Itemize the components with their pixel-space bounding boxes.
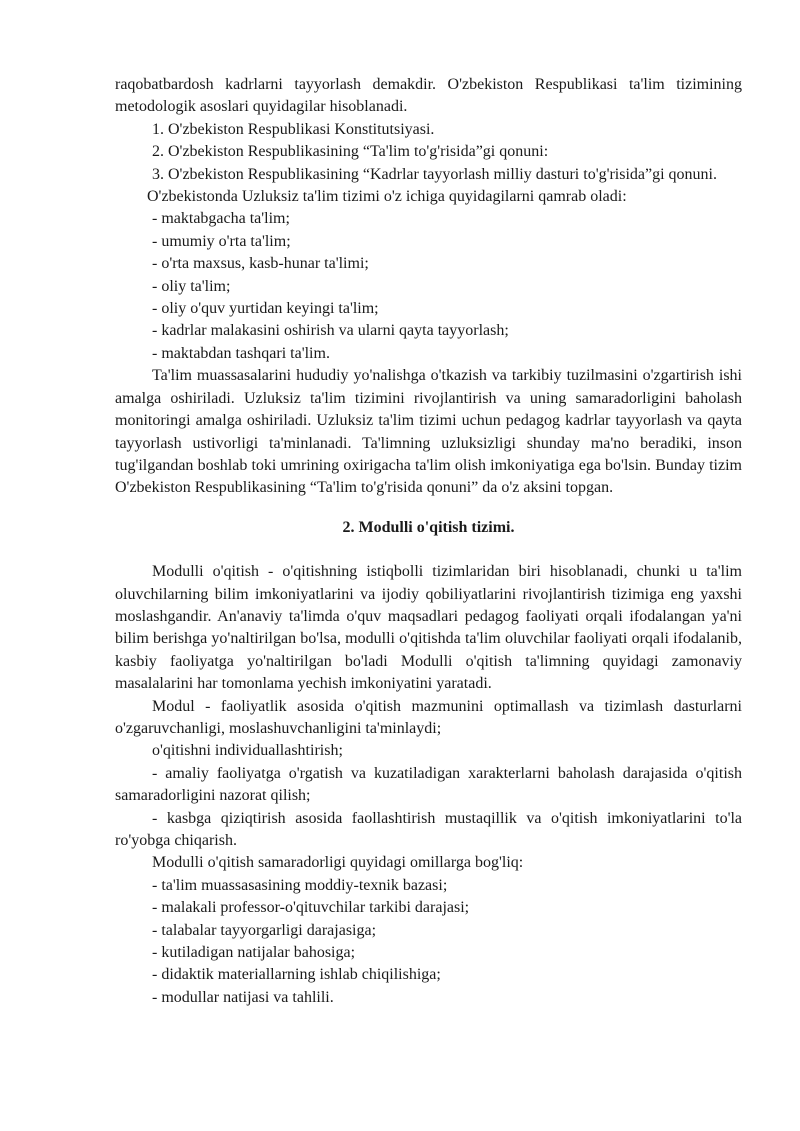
list-item: - umumiy o'rta ta'lim; xyxy=(152,232,291,250)
basis-item-1: 1. O'zbekiston Respublikasi Konstitutsiyasi. xyxy=(152,120,435,138)
paragraph-practical: - amaliy faoliyatga o'rgatish va kuzatiladigan xarakterlarni baholash darajasida o'qitish samaradorligini nazorat qilish; xyxy=(115,764,742,805)
list-item: - oliy o'quv yurtidan keyingi ta'lim; xyxy=(152,300,379,318)
list-item: - maktabdan tashqari ta'lim. xyxy=(152,344,330,362)
list-item: - malakali professor-o'qituvchilar tarkibi darajasi; xyxy=(152,899,470,917)
continuous-intro: O'zbekistonda Uzluksiz ta'lim tizimi o'z ichiga quyidagilarni qamrab oladi: xyxy=(147,188,627,206)
list-item: - oliy ta'lim; xyxy=(152,277,231,295)
basis-item-2: 2. O'zbekiston Respublikasining “Ta'lim to'g'risida”gi qonuni: xyxy=(152,143,549,161)
paragraph-intro: raqobatbardosh kadrlarni tayyorlash demakdir. O'zbekiston Respublikasi ta'lim tizimining metodologik asoslari quyidagilar hisoblanadi. xyxy=(115,76,742,116)
factors-intro: Modulli o'qitish samaradorligi quyidagi omillarga bog'liq: xyxy=(152,854,524,872)
document-page xyxy=(115,74,742,1009)
paragraph-module: Modul - faoliyatlik asosida o'qitish mazmunini optimallash va tizimlash dasturlarni o'zgaruvchanligi, moslashuvchanligini ta'minlaydi; xyxy=(115,697,742,737)
list-item: - kadrlar malakasini oshirish va ularni qayta tayyorlash; xyxy=(152,322,509,340)
paragraph-closing: Ta'lim muassasalarini hududiy yo'nalishga o'tkazish va tarkibiy tuzilmasini o'zgartirish ishi amalga oshiriladi. Uzluksiz ta'lim tizimini rivojlantirish va uning samaradorligini baholash monitoringi amalga oshiriladi. Uzluksiz ta'lim tizimi uchun pedagog kadrlar tayyorlash va qayta tayyorlash ustivorligi ta'minlanadi. Ta'limning uzluksizligi shunday ma'no beradiki, inson tug'ilgandan boshlab toki umrining oxirigacha ta'lim olish imkoniyatiga ega bo'lsin. Bunday tizim O'zbekiston Respublikasining “Ta'lim to'g'risida qonuni” da o'z aksini topgan. xyxy=(115,367,742,497)
list-item: - ta'lim muassasasining moddiy-texnik bazasi; xyxy=(152,876,448,894)
paragraph-modular-intro: Modulli o'qitish - o'qitishning istiqbolli tizimlaridan biri hisoblanadi, chunki u ta'lim oluvchilarning bilim imkoniyatlarini va ijodiy qobiliyatlarini rivojlantirish tizimiga eng yaxshi moslashgandir. An'anaviy ta'limda o'quv maqsadlari pedagog faoliyati orqali ifodalangan ya'ni bilim berishga yo'naltirilgan bo'lsa, modulli o'qitishda ta'lim oluvchilar faoliyati orqali ifodalanib, kasbiy faoliyatga yo'naltirilgan bo'ladi Modulli o'qitish ta'limning quyidagi zamonaviy masalalarini har tomonlama yechish imkoniyatini yaratadi. xyxy=(115,563,742,693)
list-item: - talabalar tayyorgarligi darajasiga; xyxy=(152,921,377,939)
list-item: - modullar natijasi va tahlili. xyxy=(152,988,334,1006)
paragraph-individualization: o'qitishni individuallashtirish; xyxy=(152,742,343,760)
basis-item-3: 3. O'zbekiston Respublikasining “Kadrlar tayyorlash milliy dasturi to'g'risida”gi qonuni. xyxy=(152,165,717,183)
section-heading: 2. Modulli o'qitish tizimi. xyxy=(342,518,515,536)
list-item: - maktabgacha ta'lim; xyxy=(152,210,290,228)
list-item: - kutiladigan natijalar bahosiga; xyxy=(152,944,356,962)
list-item: - o'rta maxsus, kasb-hunar ta'limi; xyxy=(152,255,369,273)
list-item: - didaktik materiallarning ishlab chiqilishiga; xyxy=(152,966,441,984)
paragraph-motivation: - kasbga qiziqtirish asosida faollashtirish mustaqillik va o'qitish imkoniyatlarini to'la ro'yobga chiqarish. xyxy=(115,809,742,849)
